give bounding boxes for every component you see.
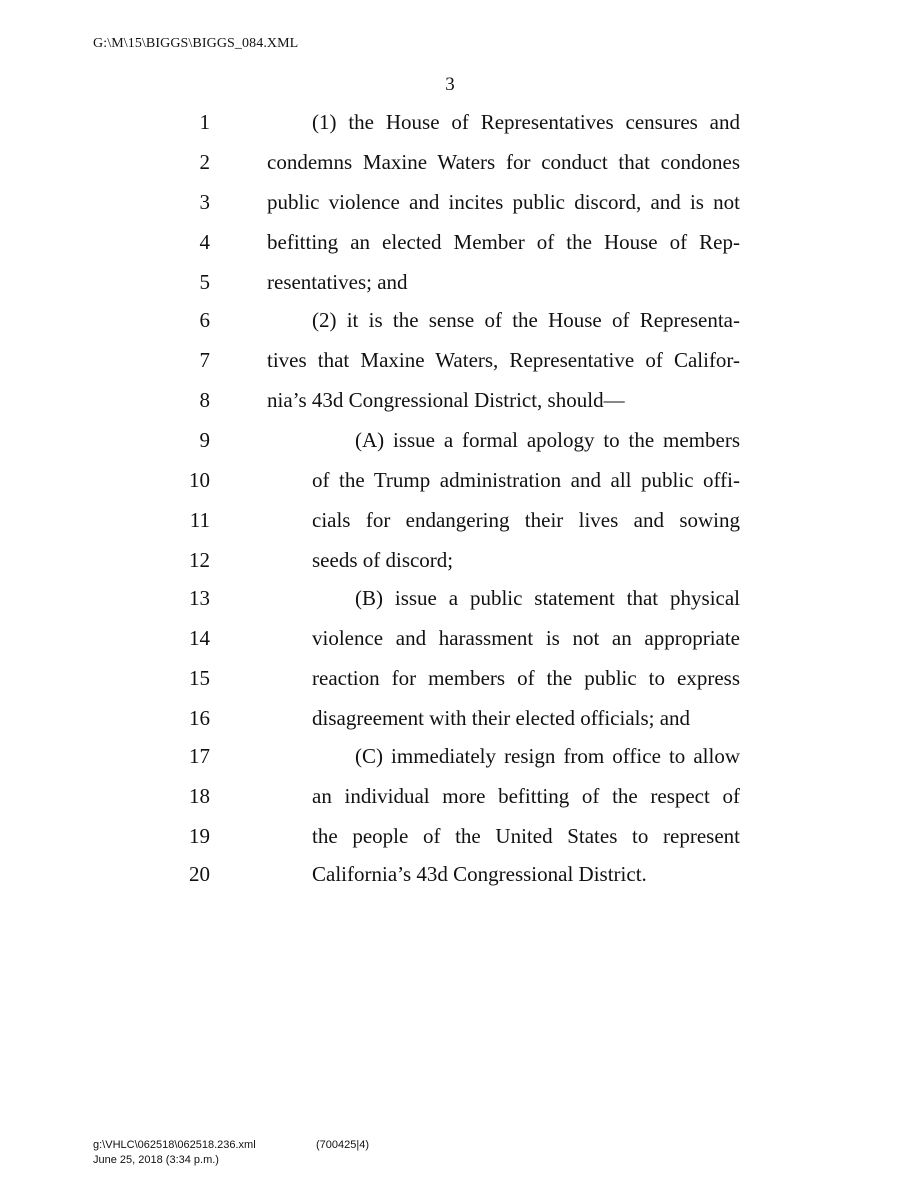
numbered-line [0, 420, 924, 460]
line-text: California’s 43d Congressional District. [312, 862, 647, 886]
line-number: 14 [189, 626, 210, 650]
footer-doc-code: (700425|4) [316, 1139, 370, 1151]
numbered-line [0, 222, 924, 262]
line-number: 1 [199, 110, 210, 134]
file-path-header: G:\M\15\BIGGS\BIGGS_084.XML [93, 36, 299, 51]
line-number: 17 [189, 744, 210, 768]
numbered-line [0, 102, 924, 142]
line-number: 20 [189, 862, 210, 886]
line-text: disagreement with their elected officials; and [312, 706, 691, 730]
line-text: resentatives; and [267, 270, 408, 294]
numbered-line [0, 340, 924, 380]
line-text: cials for endangering their lives and sowing [312, 508, 740, 532]
line-number: 13 [189, 586, 210, 610]
line-number: 10 [189, 468, 210, 492]
numbered-line [0, 618, 924, 658]
numbered-line [0, 182, 924, 222]
line-text: (C) immediately resign from office to allow [355, 744, 740, 768]
line-text: (2) it is the sense of the House of Representa- [312, 308, 740, 332]
line-text: nia’s 43d Congressional District, should— [267, 388, 625, 412]
line-number: 18 [189, 784, 210, 808]
line-text: violence and harassment is not an appropriate [312, 626, 740, 650]
footer-timestamp: June 25, 2018 (3:34 p.m.) [93, 1154, 219, 1166]
line-text: befitting an elected Member of the House of Rep- [267, 230, 740, 254]
line-number: 5 [199, 270, 210, 294]
numbered-line [0, 854, 924, 894]
numbered-line [0, 460, 924, 500]
line-number: 2 [199, 150, 210, 174]
numbered-line [0, 380, 924, 420]
numbered-line [0, 500, 924, 540]
line-text: condemns Maxine Waters for conduct that condones [267, 150, 740, 174]
line-text: the people of the United States to represent [312, 824, 740, 848]
line-number: 16 [189, 706, 210, 730]
line-text: reaction for members of the public to express [312, 666, 740, 690]
line-text: (B) issue a public statement that physical [355, 586, 740, 610]
numbered-line [0, 142, 924, 182]
footer-xml-path: g:\VHLC\062518\062518.236.xml [93, 1139, 256, 1151]
line-number: 8 [199, 388, 210, 412]
line-text: (A) issue a formal apology to the members [355, 428, 740, 452]
numbered-line [0, 698, 924, 738]
line-number: 11 [189, 508, 210, 532]
line-number: 12 [189, 548, 210, 572]
line-number: 7 [199, 348, 210, 372]
line-number: 3 [199, 190, 210, 214]
numbered-line [0, 300, 924, 340]
line-text: seeds of discord; [312, 548, 454, 572]
line-text: (1) the House of Representatives censures and [312, 110, 740, 134]
numbered-line [0, 578, 924, 618]
line-number: 6 [199, 308, 210, 332]
line-number: 15 [189, 666, 210, 690]
numbered-line [0, 736, 924, 776]
line-text: tives that Maxine Waters, Representative of Califor- [267, 348, 740, 372]
page-number: 3 [445, 74, 455, 95]
line-text: of the Trump administration and all public offi- [312, 468, 740, 492]
line-text: an individual more befitting of the respect of [312, 784, 740, 808]
line-number: 9 [199, 428, 210, 452]
numbered-line [0, 262, 924, 302]
numbered-line [0, 540, 924, 580]
line-number: 19 [189, 824, 210, 848]
line-number: 4 [199, 230, 210, 254]
numbered-line [0, 776, 924, 816]
line-text: public violence and incites public discord, and is not [267, 190, 740, 214]
numbered-line [0, 816, 924, 856]
numbered-line [0, 658, 924, 698]
